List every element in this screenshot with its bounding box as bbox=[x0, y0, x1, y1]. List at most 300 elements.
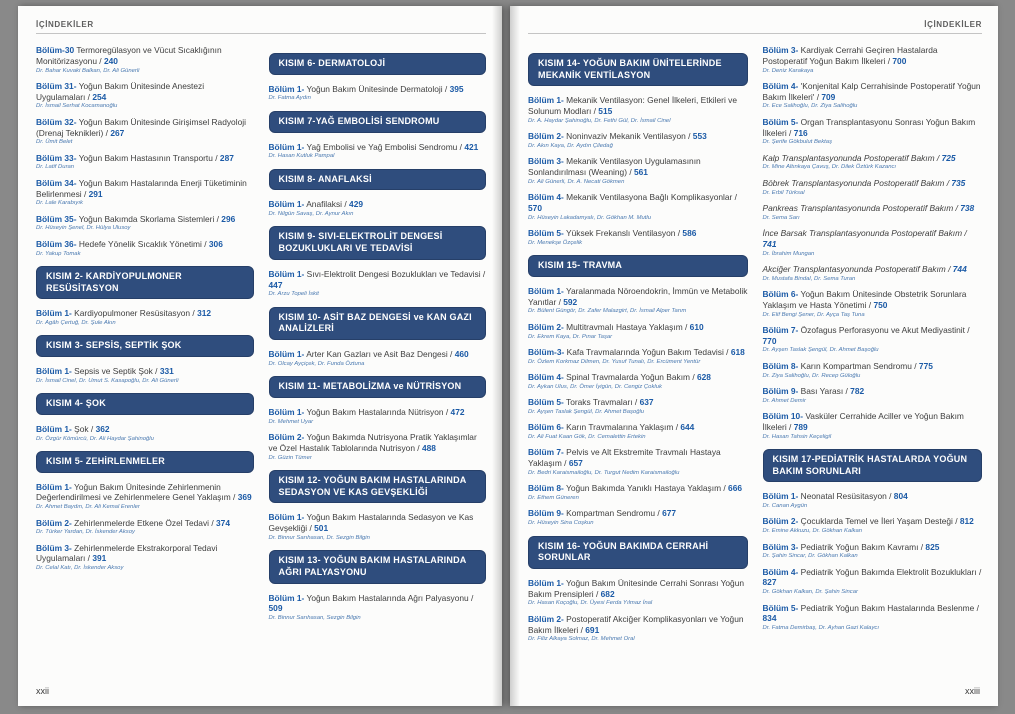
chapter-label: Bölüm 1- bbox=[268, 268, 305, 279]
chapter-title-line bbox=[763, 203, 983, 214]
page-header: İÇİNDEKİLER bbox=[36, 20, 486, 34]
chapter-label: Bölüm 3- bbox=[36, 542, 72, 553]
chapter-entry bbox=[763, 491, 983, 510]
page-separator: / bbox=[96, 55, 104, 66]
chapter-title-line bbox=[36, 518, 254, 529]
chapter-title-line bbox=[528, 422, 748, 433]
chapter-label: Bölüm 1- bbox=[762, 491, 799, 502]
chapter-entry bbox=[763, 325, 983, 355]
page-separator: / bbox=[934, 152, 942, 163]
page-separator: / bbox=[85, 91, 93, 102]
chapter-label: Bölüm 4- bbox=[528, 372, 564, 383]
page-separator: / bbox=[230, 492, 238, 503]
chapter-entry bbox=[763, 603, 983, 633]
chapter-title-line bbox=[763, 228, 983, 250]
chapter-title-line bbox=[763, 386, 983, 397]
chapter-title-line bbox=[528, 508, 748, 519]
toc-column-1 bbox=[36, 45, 254, 628]
page-separator: / bbox=[88, 423, 96, 434]
chapter-entry bbox=[36, 366, 254, 385]
chapter-authors: Dr. Aykan Ulus, Dr. Ömer İyigün, Dr. Cengiz Çokluk bbox=[528, 383, 662, 390]
chapter-title-line bbox=[36, 153, 254, 164]
chapter-authors: Dr. Özlem Korkmaz Dilmen, Dr. Yusuf Tunalı, Dr. Ercüment Yentür bbox=[528, 358, 701, 365]
chapter-entry bbox=[36, 153, 254, 172]
chapter-title-line bbox=[36, 81, 254, 103]
chapter-title-line bbox=[528, 578, 748, 600]
page-separator: / bbox=[443, 406, 451, 417]
page-separator: / bbox=[886, 491, 894, 502]
chapter-page-number: 812 bbox=[959, 516, 974, 527]
chapter-entry bbox=[528, 447, 748, 477]
page-separator: / bbox=[214, 213, 222, 224]
chapter-label: Bölüm 2- bbox=[762, 516, 799, 527]
page-separator: / bbox=[866, 299, 874, 310]
chapter-authors: Dr. Mehmet Uyar bbox=[268, 418, 314, 425]
chapter-title: Kardiyopulmoner Resüsitasyon bbox=[74, 308, 191, 319]
chapter-title-line bbox=[269, 269, 487, 291]
chapter-entry bbox=[269, 269, 487, 299]
chapter-title: Şok bbox=[74, 423, 89, 434]
chapter-title: Anafilaksi bbox=[306, 199, 343, 210]
chapter-title: Postoperatif Akciğer Komplikasyonları ve Yoğun Bakım İlkeleri bbox=[528, 613, 744, 635]
chapter-label: Bölüm 3- bbox=[762, 541, 799, 552]
chapter-title-line bbox=[36, 239, 254, 250]
chapter-title: Yaralanmada Nöroendokrin, İmmün ve Metabolik Yanıtlar bbox=[528, 285, 748, 307]
chapter-page-number: 709 bbox=[821, 91, 836, 102]
page-separator: / bbox=[723, 346, 731, 357]
chapter-title: Mekanik Ventilasyona Bağlı Komplikasyonlar bbox=[566, 192, 733, 203]
chapter-page-number: 570 bbox=[528, 203, 542, 213]
chapter-page-number: 750 bbox=[873, 299, 888, 310]
chapter-entry bbox=[763, 567, 983, 597]
chapter-entry bbox=[763, 411, 983, 441]
chapter-title-line bbox=[36, 366, 254, 377]
chapter-title-line bbox=[528, 447, 748, 469]
chapter-label: Bölüm 4- bbox=[762, 566, 799, 577]
chapter-label: Bölüm 3- bbox=[528, 156, 564, 167]
chapter-title-line bbox=[763, 153, 983, 164]
chapter-label: Bölüm 34- bbox=[36, 177, 77, 188]
chapter-page-number: 561 bbox=[633, 167, 648, 178]
chapter-page-number: 834 bbox=[762, 613, 777, 624]
chapter-page-number: 682 bbox=[600, 588, 615, 599]
chapter-authors: Dr. Hüseyin Sina Coşkun bbox=[528, 520, 594, 527]
chapter-page-number: 391 bbox=[92, 553, 107, 564]
chapter-authors: Dr. İsmail Serhat Kocamanoğlu bbox=[36, 103, 118, 110]
chapter-title-line bbox=[763, 411, 983, 433]
chapter-authors: Dr. Ahmet Demir bbox=[762, 397, 806, 404]
chapter-label: Bölüm 1- bbox=[528, 95, 564, 106]
page-separator: / bbox=[468, 592, 474, 603]
chapter-title-line bbox=[36, 308, 254, 319]
chapter-entry bbox=[36, 518, 254, 537]
chapter-title: Pediatrik Yoğun Bakım Hastalarında Beslenme bbox=[800, 602, 975, 613]
chapter-label: Bölüm 1- bbox=[268, 406, 305, 417]
page-separator: / bbox=[480, 268, 486, 279]
chapter-authors: Dr. Latif Duran bbox=[36, 164, 75, 171]
chapter-label: Bölüm 33- bbox=[36, 152, 77, 163]
chapter-label: Bölüm 3- bbox=[762, 45, 799, 55]
toc-column-2 bbox=[269, 45, 487, 628]
chapter-page-number: 501 bbox=[314, 523, 329, 533]
chapter-label: Bölüm 6- bbox=[762, 289, 799, 299]
chapter-entry bbox=[269, 512, 487, 542]
chapter-authors: Dr. Erbil Türksal bbox=[762, 189, 805, 196]
chapter-page-number: 789 bbox=[793, 421, 808, 432]
chapter-page-number: 666 bbox=[728, 483, 743, 494]
chapter-page-number: 775 bbox=[918, 360, 933, 371]
chapter-authors: Dr. Bedri Karaismailoğlu, Dr. Turgut Nedim Karaismailoğlu bbox=[528, 469, 680, 476]
chapter-title-line bbox=[763, 542, 983, 553]
chapter-label: Bölüm 2- bbox=[268, 432, 305, 442]
page-separator: / bbox=[81, 188, 89, 199]
chapter-authors: Dr. Arzu Topeli İskit bbox=[268, 291, 319, 298]
chapter-label: Bölüm 5- bbox=[528, 397, 564, 408]
chapter-page-number: 735 bbox=[951, 177, 966, 188]
chapter-title: Neonatal Resüsitasyon bbox=[800, 491, 887, 502]
chapter-title-line bbox=[763, 117, 983, 139]
section-header: KISIM 11- METABOLİZMA ve NÜTRİSYON bbox=[269, 376, 487, 398]
chapter-authors: Dr. Şahin Sincar, Dr. Gökhan Kalkan bbox=[762, 553, 858, 560]
chapter-title: Yoğun Bakım Hastasının Transportu bbox=[78, 152, 213, 163]
chapter-title-line bbox=[269, 593, 487, 615]
chapter-label: Bölüm 2- bbox=[36, 517, 72, 528]
section-header: KISIM 10- ASİT BAZ DENGESİ ve KAN GAZI ANALİZLERİ bbox=[269, 307, 487, 340]
subentry bbox=[763, 264, 983, 283]
page-separator: / bbox=[627, 167, 634, 178]
chapter-entry bbox=[528, 483, 748, 502]
chapter-label: Bölüm 6- bbox=[528, 422, 564, 433]
chapter-page-number: 421 bbox=[464, 141, 479, 152]
toc-column-4 bbox=[763, 45, 983, 650]
chapter-label: Bölüm 1- bbox=[36, 366, 72, 377]
section-header: KISIM 8- ANAFLAKSİ bbox=[269, 169, 487, 191]
chapter-entry bbox=[36, 308, 254, 327]
page-separator: / bbox=[786, 127, 794, 138]
chapter-title-line bbox=[269, 432, 487, 454]
chapter-title-line bbox=[269, 199, 487, 210]
chapter-page-number: 804 bbox=[893, 491, 908, 502]
chapter-label: Bölüm-3- bbox=[528, 346, 565, 357]
chapter-title: Pelvis ve Alt Ekstremite Travmalı Hastaya Yaklaşım bbox=[528, 447, 721, 469]
chapter-page-number: 628 bbox=[696, 372, 711, 383]
subentry bbox=[763, 228, 983, 258]
chapter-title: Zehirlenmelerde Etkene Özel Tedavi bbox=[74, 517, 210, 528]
chapter-entry bbox=[528, 614, 748, 644]
chapter-page-number: 312 bbox=[197, 308, 212, 319]
page-separator: / bbox=[593, 588, 601, 599]
chapter-title: Yoğun Bakım Hastalarında Nütrisyon bbox=[306, 406, 444, 417]
chapter-entry bbox=[528, 322, 748, 341]
subentry bbox=[763, 153, 983, 172]
page-separator: / bbox=[675, 228, 683, 239]
section-header: KISIM 17-PEDİATRİK HASTALARDA YOĞUN BAKIM SORUNLARI bbox=[763, 449, 983, 482]
page-separator: / bbox=[721, 483, 729, 494]
chapter-page-number: 240 bbox=[103, 55, 118, 66]
chapter-title-line bbox=[269, 407, 487, 418]
chapter-authors: Dr. Mustafa Bindal, Dr. Sema Turan bbox=[762, 275, 856, 282]
chapter-entry bbox=[36, 45, 254, 75]
chapter-label: Bölüm 36- bbox=[36, 238, 77, 249]
chapter-page-number: 586 bbox=[682, 228, 697, 239]
chapter-page-number: 700 bbox=[892, 55, 907, 66]
chapter-authors: Dr. Hasan Kutluk Pampal bbox=[268, 153, 335, 160]
chapter-label: Bölüm 1- bbox=[268, 349, 305, 360]
chapter-title: Kalp Transplantasyonunda Postoperatif Bakım bbox=[762, 152, 935, 163]
chapter-authors: Dr. İbrahim Mungan bbox=[762, 250, 815, 257]
page-separator: / bbox=[786, 421, 794, 432]
chapter-page-number: 254 bbox=[92, 91, 107, 102]
chapter-page-number: 657 bbox=[568, 458, 583, 469]
chapter-authors: Dr. Güzin Tümer bbox=[268, 454, 312, 461]
chapter-label: Bölüm-30 bbox=[36, 45, 75, 55]
page-separator: / bbox=[152, 366, 160, 377]
chapter-label: Bölüm 9- bbox=[528, 508, 564, 519]
chapter-title-line bbox=[269, 142, 487, 153]
chapter-page-number: 447 bbox=[268, 279, 283, 290]
page-separator: / bbox=[578, 624, 586, 635]
chapter-entry bbox=[763, 117, 983, 147]
chapter-title-line bbox=[763, 361, 983, 372]
chapter-entry bbox=[36, 81, 254, 111]
chapter-page-number: 610 bbox=[689, 321, 704, 332]
page-separator: / bbox=[685, 131, 693, 142]
chapter-title-line bbox=[36, 482, 254, 504]
chapter-label: Bölüm 1- bbox=[528, 285, 564, 296]
chapter-page-number: 429 bbox=[349, 199, 364, 210]
chapter-authors: Dr. Hasan Tahsin Keçeligil bbox=[762, 433, 832, 440]
chapter-entry bbox=[763, 45, 983, 75]
chapter-label: Bölüm 1- bbox=[268, 199, 305, 210]
chapter-entry bbox=[763, 542, 983, 561]
chapter-authors: Dr. Ali Günerli, Dr. A. Necati Gökmen bbox=[528, 178, 625, 185]
page-separator: / bbox=[442, 83, 450, 94]
chapter-authors: Dr. İsmail Cinel, Dr. Umut S. Kasapoğlu, Dr. Ali Günerli bbox=[36, 377, 179, 384]
chapter-authors: Dr. Canan Aygün bbox=[762, 503, 808, 509]
chapter-label: Bölüm 2- bbox=[528, 613, 564, 624]
chapter-entry bbox=[528, 422, 748, 441]
chapter-entry bbox=[528, 286, 748, 316]
chapter-title-line bbox=[36, 178, 254, 200]
chapter-title-line bbox=[763, 325, 983, 347]
chapter-authors: Dr. Elif Bengi Şener, Dr. Ayça Taş Tuna bbox=[762, 311, 865, 318]
chapter-title: Spinal Travmalarda Yoğun Bakım bbox=[566, 372, 690, 383]
page-separator: / bbox=[682, 321, 690, 332]
page-separator: / bbox=[655, 508, 663, 519]
section-header: KISIM 7-YAĞ EMBOLİSİ SENDROMU bbox=[269, 111, 487, 133]
chapter-page-number: 716 bbox=[793, 127, 808, 138]
chapter-title-line bbox=[763, 45, 983, 67]
chapter-page-number: 644 bbox=[680, 422, 695, 433]
chapter-title-line bbox=[528, 228, 748, 239]
chapter-title: Yoğun Bakım Hastalarında Enerji Tüketiminin Belirlenmesi bbox=[36, 177, 247, 199]
chapter-entry bbox=[528, 372, 748, 391]
chapter-entry bbox=[269, 142, 487, 161]
chapter-title: Hedefe Yönelik Sıcaklık Yönetimi bbox=[78, 238, 202, 249]
chapter-title-line bbox=[528, 322, 748, 333]
chapter-authors: Dr. Fatma Demirbaş, Dr. Ayhan Gazi Kalaycı bbox=[762, 625, 879, 631]
toc-column-3 bbox=[528, 45, 748, 650]
chapter-page-number: 296 bbox=[221, 213, 236, 224]
chapter-title: Yoğun Bakım Ünitesinde Zehirlenmenin Değerlendirilmesi ve Zehirlenmelere Genel Yaklaşım bbox=[36, 481, 231, 503]
chapter-title-line bbox=[528, 397, 748, 408]
page-separator: / bbox=[457, 141, 465, 152]
chapter-title-line bbox=[763, 178, 983, 189]
chapter-page-number: 267 bbox=[110, 127, 125, 138]
chapter-label: Bölüm 9- bbox=[762, 385, 799, 396]
chapter-authors: Dr. Bahar Kuvaki Balkan, Dr. Ali Günerli bbox=[36, 67, 140, 74]
chapter-title-line bbox=[269, 84, 487, 95]
chapter-title: Mekanik Ventilasyon Uygulamasının Sonlandırılması (Weaning) bbox=[528, 156, 701, 178]
chapter-title: Pankreas Transplantasyonunda Postoperatif Bakım bbox=[762, 202, 954, 213]
chapter-label: Bölüm 1- bbox=[528, 577, 564, 588]
chapter-entry bbox=[36, 178, 254, 208]
chapter-label: Bölüm 1- bbox=[36, 423, 72, 434]
section-header: KISIM 16- YOĞUN BAKIMDA CERRAHİ SORUNLAR bbox=[528, 536, 748, 569]
chapter-page-number: 618 bbox=[730, 346, 745, 357]
chapter-title-line bbox=[36, 424, 254, 435]
chapter-authors: Dr. Ümit Belet bbox=[36, 139, 73, 146]
chapter-title: Karın Kompartman Sendromu bbox=[800, 360, 912, 371]
chapter-authors: Dr. Gökhan Kalkan, Dr. Şahin Sincar bbox=[762, 589, 858, 596]
chapter-title: Zehirlenmelerde Ekstrakorporal Tedavi Uygulamaları bbox=[36, 542, 218, 564]
chapter-entry bbox=[763, 81, 983, 111]
chapter-entry bbox=[763, 361, 983, 380]
chapter-title: Yoğun Bakım Hastalarında Ağrı Palyasyonu bbox=[306, 592, 469, 603]
chapter-title: Kafa Travmalarında Yoğun Bakım Tedavisi bbox=[566, 346, 724, 357]
chapter-title-line bbox=[528, 614, 748, 636]
chapter-title: Toraks Travmaları bbox=[566, 397, 633, 408]
chapter-title: Kompartman Sendromu bbox=[566, 508, 656, 519]
page-separator: / bbox=[732, 192, 738, 203]
chapter-label: Bölüm 1- bbox=[268, 83, 305, 94]
page-header: İÇİNDEKİLER bbox=[528, 20, 982, 34]
page-separator: / bbox=[561, 458, 569, 469]
chapter-page-number: 460 bbox=[454, 349, 469, 360]
chapter-entry bbox=[36, 482, 254, 512]
chapter-title-line bbox=[36, 117, 254, 139]
chapter-authors: Dr. Şerife Gökbulut Bektaş bbox=[762, 139, 833, 146]
chapter-authors: Dr. Emine Akkuzu, Dr. Gökhan Kalkan bbox=[762, 528, 863, 535]
chapter-authors: Dr. Ece Salihoğlu, Dr. Ziya Salihoğlu bbox=[762, 103, 858, 110]
chapter-entry bbox=[528, 192, 748, 222]
chapter-label: Bölüm 5- bbox=[762, 602, 799, 613]
chapter-title: Yoğun Bakım Ünitesinde Anestezi Uygulamaları bbox=[36, 80, 205, 102]
chapter-entry bbox=[36, 214, 254, 233]
subentry bbox=[763, 178, 983, 197]
chapter-title-line bbox=[36, 45, 254, 67]
page-separator: / bbox=[964, 324, 970, 335]
chapter-authors: Dr. Filiz Alkaya Solmaz, Dr. Mehmet Oral bbox=[528, 636, 635, 643]
section-header: KISIM 14- YOĞUN BAKIM ÜNİTELERİNDE MEKANİK VENTİLASYON bbox=[528, 53, 748, 86]
page-separator: / bbox=[190, 308, 198, 319]
chapter-authors: Dr. Ethem Güneren bbox=[528, 495, 579, 502]
chapter-entry bbox=[269, 432, 487, 462]
chapter-authors: Dr. Akın Kaya, Dr. Aydın Çiledağ bbox=[528, 143, 613, 149]
chapter-page-number: 691 bbox=[585, 624, 600, 635]
chapter-entry bbox=[528, 397, 748, 416]
chapter-label: Bölüm 1- bbox=[268, 592, 305, 603]
chapter-authors: Dr. Sema Sarı bbox=[762, 214, 800, 221]
chapter-page-number: 395 bbox=[449, 83, 464, 94]
chapter-title-line bbox=[763, 516, 983, 527]
chapter-title-line bbox=[36, 543, 254, 565]
chapter-authors: Dr. Hüseyin Lakadamyalı, Dr. Gökhan M. Mutlu bbox=[528, 214, 651, 221]
chapter-page-number: 472 bbox=[450, 406, 465, 417]
page-separator: / bbox=[885, 55, 893, 66]
chapter-title-line bbox=[528, 156, 748, 178]
chapter-page-number: 825 bbox=[925, 541, 940, 552]
chapter-authors: Dr. Ayşen Taslak Şengül, Dr. Ahmet Başoğlu bbox=[528, 408, 645, 415]
section-header: KISIM 13- YOĞUN BAKIM HASTALARINDA AĞRI PALYASYONU bbox=[269, 550, 487, 583]
chapter-authors: Dr. Olcay Ayçiçek, Dr. Funda Öztuna bbox=[268, 360, 365, 367]
chapter-title: İnce Barsak Transplantasyonunda Postoperatif Bakım bbox=[762, 228, 963, 238]
page-separator: / bbox=[342, 199, 350, 210]
chapter-title: Karın Travmalarına Yaklaşım bbox=[566, 422, 674, 433]
chapter-page-number: 331 bbox=[159, 366, 174, 377]
chapter-entry bbox=[528, 347, 748, 366]
chapter-label: Bölüm 2- bbox=[528, 131, 564, 142]
chapter-title-line bbox=[528, 286, 748, 308]
chapter-title-line bbox=[528, 372, 748, 383]
chapter-entry bbox=[763, 386, 983, 405]
chapter-entry bbox=[763, 289, 983, 319]
page-separator: / bbox=[447, 349, 455, 360]
chapter-authors: Dr. Ayşen Taslak Şengül, Dr. Ahmet Başoğlu bbox=[762, 347, 879, 354]
chapter-authors: Dr. Hüseyin Şenel, Dr. Hülya Ulusoy bbox=[36, 225, 131, 232]
chapter-title: Yüksek Frekanslı Ventilasyon bbox=[566, 228, 676, 239]
chapter-title-line bbox=[763, 491, 983, 502]
page-separator: / bbox=[953, 202, 961, 213]
chapter-page-number: 488 bbox=[421, 442, 436, 453]
page-separator: / bbox=[307, 523, 315, 533]
chapter-page-number: 744 bbox=[952, 263, 967, 274]
chapter-authors: Dr. Lale Karabıyık bbox=[36, 200, 83, 207]
left-page bbox=[18, 6, 502, 706]
chapter-title: Yoğun Bakım Ünitesinde Obstetrik Sorunlara Yaklaşım ve Hasta Yönetimi bbox=[762, 289, 967, 310]
page-separator: / bbox=[690, 372, 697, 383]
chapter-page-number: 553 bbox=[692, 131, 707, 142]
chapter-title: Arter Kan Gazları ve Asit Baz Dengesi bbox=[306, 349, 448, 360]
chapter-title: Sepsis ve Septik Şok bbox=[74, 366, 153, 377]
subentry bbox=[763, 203, 983, 222]
chapter-entry bbox=[36, 424, 254, 443]
chapter-label: Bölüm 1- bbox=[36, 481, 72, 492]
chapter-label: Bölüm 35- bbox=[36, 213, 77, 224]
page-separator: / bbox=[918, 541, 926, 552]
chapter-label: Bölüm 7- bbox=[762, 324, 799, 335]
chapter-title-line bbox=[269, 512, 487, 534]
chapter-entry bbox=[528, 156, 748, 186]
section-header: KISIM 6- DERMATOLOJİ bbox=[269, 53, 487, 75]
chapter-authors: Dr. Nilgün Savaş, Dr. Aynur Akın bbox=[268, 211, 354, 218]
page-separator: / bbox=[952, 516, 960, 527]
chapter-label: Bölüm 31- bbox=[36, 80, 77, 91]
page-separator: / bbox=[673, 422, 681, 433]
chapter-title: Multitravmalı Hastaya Yaklaşım bbox=[566, 321, 683, 332]
section-header: KISIM 9- SIVI-ELEKTROLİT DENGESİ BOZUKLUKLARI VE TEDAVİSİ bbox=[269, 226, 487, 259]
chapter-page-number: 770 bbox=[762, 335, 777, 346]
chapter-label: Bölüm 10- bbox=[762, 411, 803, 421]
chapter-label: Bölüm 5- bbox=[528, 228, 564, 239]
chapter-authors: Dr. A. Haydar Şahinoğlu, Dr. Fethi Gül, Dr. İsmail Cinel bbox=[528, 117, 671, 124]
page-number: xxiii bbox=[965, 686, 980, 696]
section-header: KISIM 15- TRAVMA bbox=[528, 255, 748, 277]
chapter-title-line bbox=[269, 349, 487, 360]
chapter-authors: Dr. Yakup Tomak bbox=[36, 250, 81, 257]
chapter-title: Böbrek Transplantasyonunda Postoperatif Bakım bbox=[762, 177, 945, 188]
page-separator: / bbox=[944, 177, 952, 188]
